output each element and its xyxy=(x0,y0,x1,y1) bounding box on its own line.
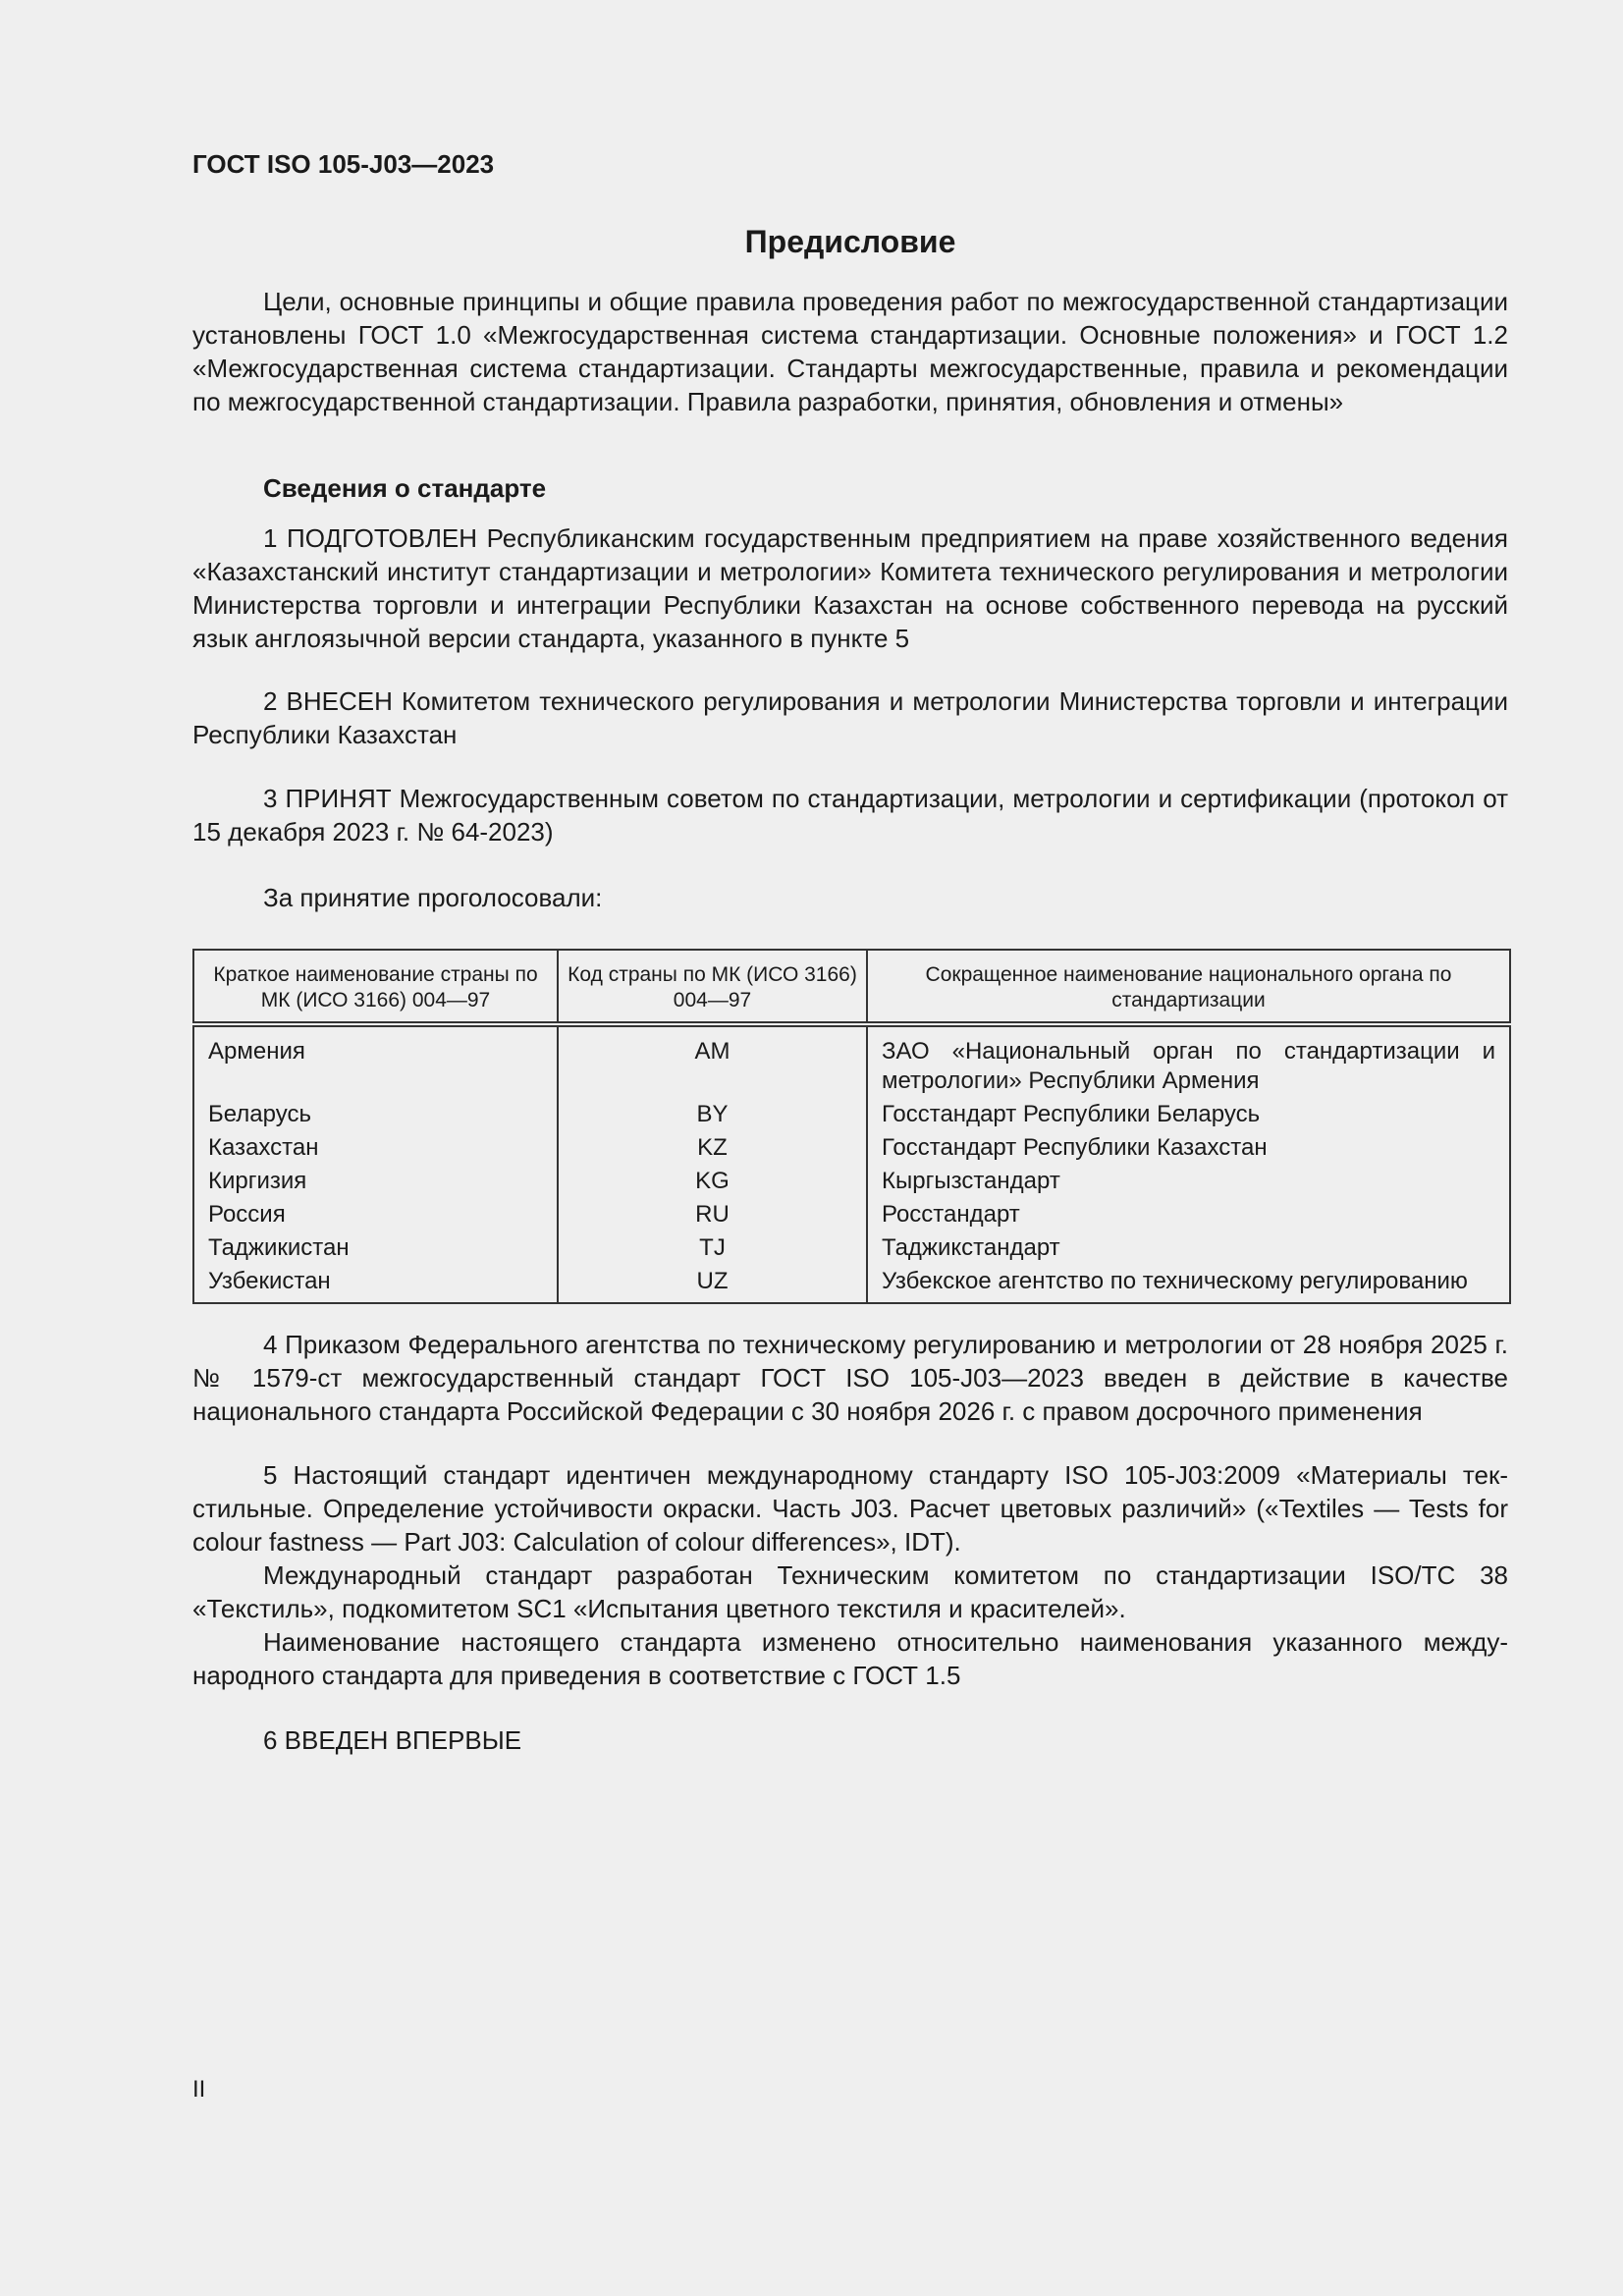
header-country-code: Код страны по МК (ИСО 3166) 004—97 xyxy=(558,950,867,1024)
page-title: Предисловие xyxy=(744,224,956,259)
page-number: II xyxy=(192,2076,206,2103)
item-1-paragraph: 1 ПОДГОТОВЛЕН Республиканским государственным предприятием на праве хозяйственного ведения «Казахстанский институт стандартизации и метрологии» Комитета технического регулирования и метрологии Министерства торговли и интеграции Республики Казахстан на основе собственного перевода на русский язык англоязычной версии стандарта, указанного в пункте 5 xyxy=(192,523,1508,653)
item-3-paragraph: 3 ПРИНЯТ Межгосударственным советом по стандартизации, метрологии и сертификации (протокол от 15 декабря 2023 г. № 64-2023) xyxy=(192,784,1508,847)
country-name: Таджикистан xyxy=(193,1231,558,1265)
country-code: KG xyxy=(558,1165,867,1198)
table-row xyxy=(193,1098,1510,1131)
country-name: Беларусь xyxy=(193,1098,558,1131)
document-id-header: ГОСТ ISO 105-J03—2023 xyxy=(192,149,495,179)
standards-body: Кыргызстандарт xyxy=(867,1165,1510,1198)
country-code: KZ xyxy=(558,1131,867,1165)
voting-countries-table xyxy=(192,949,1511,1304)
standards-body: Таджикстандарт xyxy=(867,1231,1510,1265)
table-row xyxy=(193,1231,1510,1265)
item-4-paragraph: 4 Приказом Федерального агентства по техническому регулированию и метрологии от 28 ноября 2025 г. № 1579-ст межгосударственный стандарт ГОСТ ISO 105-J03—2023 введен в действие в качестве национального стандарта Российской Федерации с 30 ноября 2026 г. с правом досрочного применения xyxy=(192,1330,1508,1426)
standards-body: Госстандарт Республики Беларусь xyxy=(867,1098,1510,1131)
country-code: BY xyxy=(558,1098,867,1131)
header-standards-body: Сокращенное наименование национального органа по стандартизации xyxy=(867,950,1510,1024)
table-row xyxy=(193,1024,1510,1098)
header-country-name: Краткое наименование страны по МК (ИСО 3166) 004—97 xyxy=(193,950,558,1024)
country-code: RU xyxy=(558,1198,867,1231)
table-row xyxy=(193,1198,1510,1231)
item-2-paragraph: 2 ВНЕСЕН Комитетом технического регулирования и метрологии Министерства торговли и интеграции Республики Казахстан xyxy=(192,686,1508,749)
section-heading: Сведения о стандарте xyxy=(263,473,547,503)
standards-body: ЗАО «Национальный орган по стандартизации и метрологии» Республики Армения xyxy=(867,1024,1510,1098)
standards-body: Узбекское агентство по техническому регулированию xyxy=(867,1265,1510,1303)
country-name: Армения xyxy=(193,1024,558,1098)
standards-body: Госстандарт Республики Казахстан xyxy=(867,1131,1510,1165)
table-row xyxy=(193,1265,1510,1303)
country-name: Россия xyxy=(193,1198,558,1231)
item-5-paragraph: 5 Настоящий стандарт идентичен международному стандарту ISO 105-J03:2009 «Материалы текстильные. Определение устойчивости окраски. Часть J03. Расчет цветовых различий» («Textiles — Tests for colour fastness — Part J03: Calculation of colour differences», IDT). xyxy=(192,1460,1508,1557)
country-code: TJ xyxy=(558,1231,867,1265)
country-name: Киргизия xyxy=(193,1165,558,1198)
country-code: UZ xyxy=(558,1265,867,1303)
table-header-row xyxy=(193,950,1510,1024)
country-name: Казахстан xyxy=(193,1131,558,1165)
table-row xyxy=(193,1165,1510,1198)
table-row xyxy=(193,1131,1510,1165)
item-5-committee-paragraph: Международный стандарт разработан Техническим комитетом по стандартизации ISO/TC 38 «Текстиль», подкомитетом SC1 «Испытания цветного текстиля и красителей». xyxy=(192,1560,1508,1623)
votes-intro: За принятие проголосовали: xyxy=(263,883,603,912)
standards-body: Росстандарт xyxy=(867,1198,1510,1231)
country-code: AM xyxy=(558,1024,867,1098)
intro-paragraph: Цели, основные принципы и общие правила проведения работ по межгосударственной стандартизации установлены ГОСТ 1.0 «Межгосударственная система стандартизации. Основные положения» и ГОСТ 1.2 «Межгосударственная система стандартизации. Стандарты межгосударственные, правила и рекомендации по межгосударственной стандартизации. Правила разработки, принятия, обновления и отмены» xyxy=(192,287,1508,416)
item-5-name-change-paragraph: Наименование настоящего стандарта изменено относительно наименования указанного международного стандарта для приведения в соответствие с ГОСТ 1.5 xyxy=(192,1627,1508,1690)
item-6-paragraph: 6 ВВЕДЕН ВПЕРВЫЕ xyxy=(263,1725,522,1755)
country-name: Узбекистан xyxy=(193,1265,558,1303)
